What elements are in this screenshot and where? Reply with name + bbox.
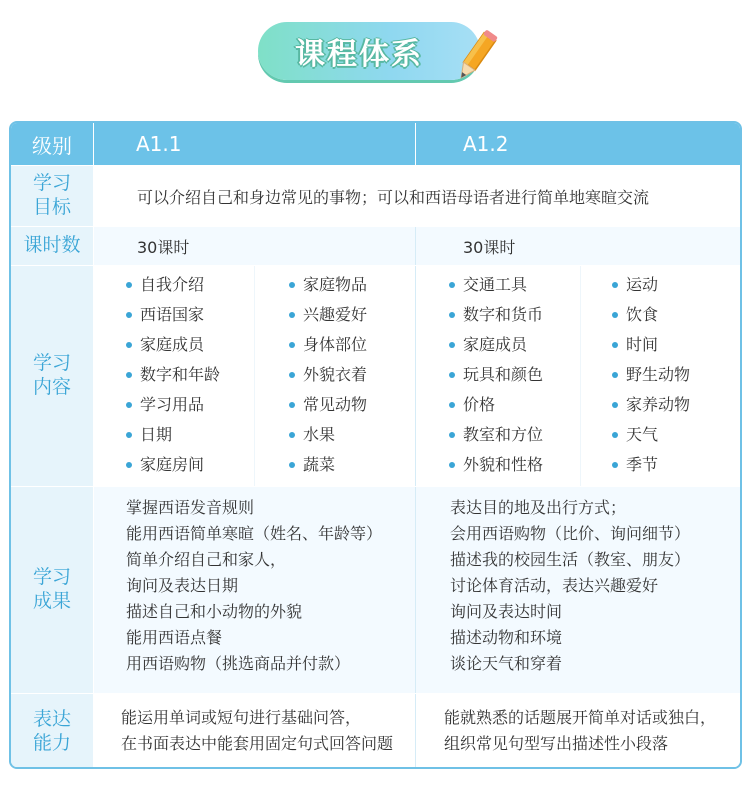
header-a12: A1.2 (416, 123, 742, 165)
list-item: 交通工具 (449, 270, 543, 300)
row-label-goal: 学习 目标 (11, 166, 93, 226)
row-label-hours: 课时数 (11, 227, 93, 265)
header-level: 级别 (11, 123, 93, 165)
row-label-ability: 表达 能力 (11, 694, 93, 769)
list-item: 运动 (612, 270, 690, 300)
list-item: 家庭房间 (126, 450, 220, 480)
list-item: 外貌和性格 (449, 450, 543, 480)
list-item: 数字和年龄 (126, 360, 220, 390)
list-item: 自我介绍 (126, 270, 220, 300)
list-item: 会用西语购物（比价、询问细节） (450, 524, 691, 543)
list-item: 在书面表达中能套用固定句式回答问题 (121, 734, 394, 753)
ability-a12 (416, 694, 742, 769)
list-item: 蔬菜 (289, 450, 367, 480)
pencil-icon (452, 28, 498, 88)
list-item: 组织常见句型写出描述性小段落 (444, 734, 669, 753)
list-item: 教室和方位 (449, 420, 543, 450)
content-a12-list2 (612, 270, 690, 480)
content-a11 (94, 266, 415, 486)
list-item: 常见动物 (289, 390, 367, 420)
list-item: 描述自己和小动物的外貌 (126, 602, 303, 621)
list-item: 表达目的地及出行方式； (450, 498, 627, 517)
list-item: 讨论体育活动，表达兴趣爱好 (450, 576, 659, 595)
list-item: 身体部位 (289, 330, 367, 360)
list-item: 描述我的校园生活（教室、朋友） (450, 550, 691, 569)
list-item: 时间 (612, 330, 690, 360)
list-item: 外貌衣着 (289, 360, 367, 390)
list-item: 询问及表达时间 (450, 602, 563, 621)
list-item: 学习用品 (126, 390, 220, 420)
list-item: 简单介绍自己和家人， (126, 550, 287, 569)
list-item: 饮食 (612, 300, 690, 330)
list-item: 野生动物 (612, 360, 690, 390)
list-item: 西语国家 (126, 300, 220, 330)
list-item: 描述动物和环境 (450, 628, 563, 647)
content-a11-list2 (289, 270, 367, 480)
content-a11-list1 (126, 270, 220, 480)
course-table (9, 121, 742, 769)
ability-a11 (94, 694, 415, 769)
list-item: 谈论天气和穿着 (450, 654, 563, 673)
outcome-a12 (416, 487, 742, 693)
list-item: 家庭物品 (289, 270, 367, 300)
list-item: 季节 (612, 450, 690, 480)
row-label-outcome: 学习 成果 (11, 487, 93, 693)
banner-pill (258, 22, 480, 80)
title-banner (0, 0, 750, 110)
hours-a12: 30课时 (416, 227, 742, 265)
content-a12 (416, 266, 742, 486)
goal-text: 可以介绍自己和身边常见的事物；可以和西语母语者进行简单地寒暄交流 (94, 166, 742, 226)
list-item: 水果 (289, 420, 367, 450)
list-item: 家养动物 (612, 390, 690, 420)
list-item: 能用西语简单寒暄（姓名、年龄等） (126, 524, 383, 543)
list-item: 家庭成员 (126, 330, 220, 360)
list-item: 兴趣爱好 (289, 300, 367, 330)
row-label-content: 学习 内容 (11, 266, 93, 486)
outcome-a11 (94, 487, 415, 693)
list-item: 询问及表达日期 (126, 576, 239, 595)
list-item: 玩具和颜色 (449, 360, 543, 390)
list-item: 天气 (612, 420, 690, 450)
hours-a11: 30课时 (94, 227, 415, 265)
content-a12-list1 (449, 270, 543, 480)
list-item: 能用西语点餐 (126, 628, 223, 647)
list-item: 能运用单词或短句进行基础问答， (121, 708, 362, 727)
banner-title: 课程体系 (295, 37, 423, 72)
list-item: 日期 (126, 420, 220, 450)
list-item: 能就熟悉的话题展开简单对话或独白， (444, 708, 717, 727)
list-item: 用西语购物（挑选商品并付款） (126, 654, 351, 673)
list-item: 价格 (449, 390, 543, 420)
list-item: 数字和货币 (449, 300, 543, 330)
header-a11: A1.1 (94, 123, 415, 165)
list-item: 家庭成员 (449, 330, 543, 360)
list-item: 掌握西语发音规则 (126, 498, 255, 517)
